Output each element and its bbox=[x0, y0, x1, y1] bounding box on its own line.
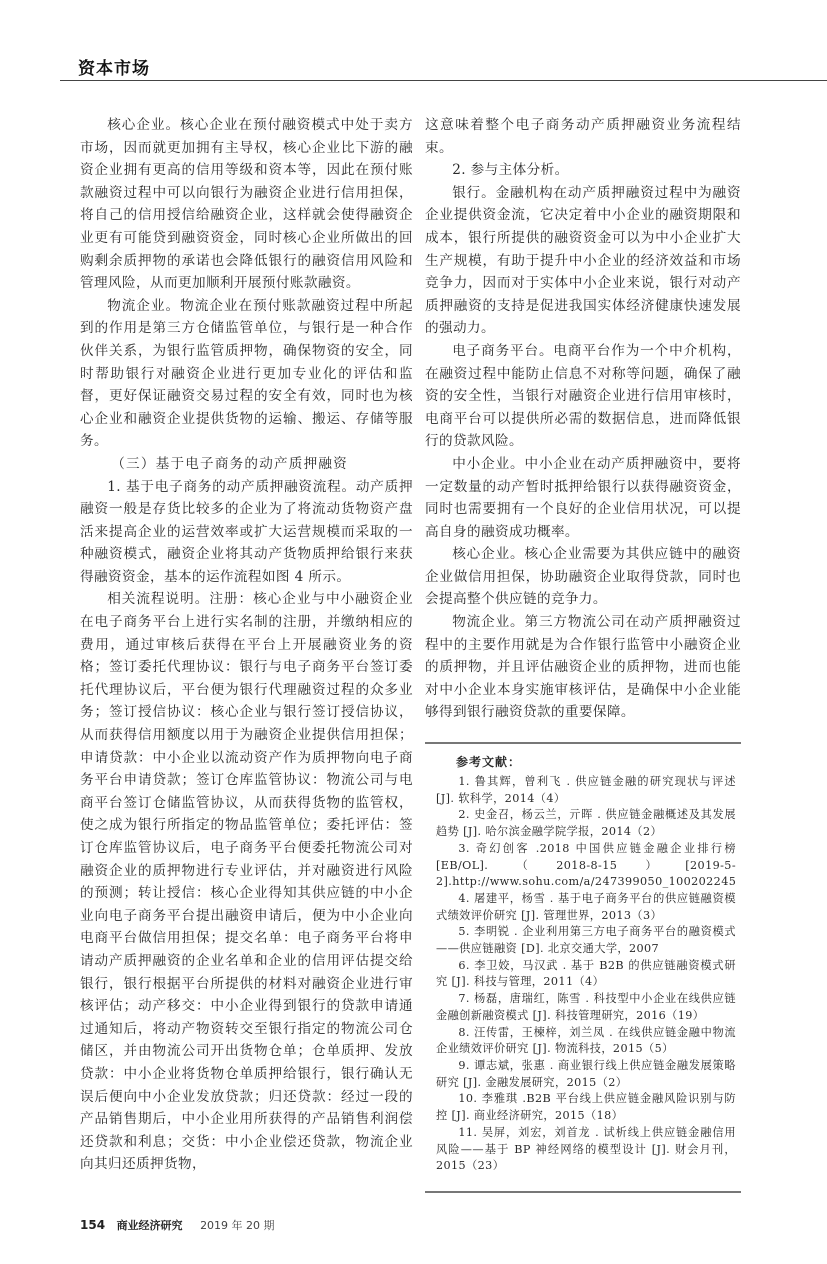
reference-item: 8. 汪传雷，王楝梓，刘兰凤 . 在线供应链金融中物流企业绩效评价研究 [J]. 物流科技，2015（5） bbox=[436, 1025, 736, 1056]
references-bottom-divider bbox=[425, 1191, 741, 1193]
reference-item: 11. 吴屏，刘宏，刘首龙 . 试析线上供应链金融信用风险——基于 BP 神经网络的模型设计 [J]. 财会月刊，2015（23） bbox=[436, 1125, 736, 1173]
header-divider bbox=[60, 80, 827, 81]
reference-item: 9. 谭志斌，张惠 . 商业银行线上供应链金融发展策略研究 [J]. 金融发展研究，2015（2） bbox=[436, 1058, 736, 1089]
paragraph-process: 1. 基于电子商务的动产质押融资流程。动产质押融资一般是存货比较多的企业为了将流动货物资产盘活来提高企业的运营效率或扩大运营规模而采取的一种融资模式，融资企业将其动产货物质押给银行来获得融资资金，基本的运作流程如图 4 所示。 bbox=[80, 478, 413, 585]
left-column bbox=[80, 114, 413, 1176]
reference-item: 3. 奇幻创客 .2018 中国供应链金融企业排行榜 [EB/OL].（2018-8-15）[2019-5-2].http://www.sohu.com/a/247399050_100202245 bbox=[436, 841, 737, 889]
paragraph-process-description: 相关流程说明。注册：核心企业与中小融资企业在电子商务平台上进行实名制的注册，并缴纳相应的费用，通过审核后获得在平台上开展融资业务的资格；签订委托代理协议：银行与电子商务平台签订委托代理协议后，平台便为银行代理融资过程的众多业务；签订授信协议：核心企业与银行签订授信协议，从而获得信用额度以用于为融资企业提供信用担保；申请贷款：中小企业以流动资产作为质押物向电子商务平台申请贷款；签订仓库监管协议：物流公司与电商平台签订仓储监管协议，从而获得货物的监管权，使之成为银行所指定的物品监管单位；委托评估：签订仓库监管协议后，电子商务平台便委托物流公司对融资企业的质押物进行专业评估，并对融资进行风险的预测；转让授信：核心企业得知其供应链的中小企业向电子商务平台提出融资申请后，便为中小企业向电商平台做信用担保；提交名单：电子商务平台将申请动产质押融资的企业名单和企业的信用评估提交给银行，银行根据平台所提供的材料对融资企业进行审核评估；动产移交：中小企业得到银行的贷款申请通过通知后，将动产物资转交至银行指定的物流公司仓储区，并由物流公司开出货物仓单；仓单质押、发放贷款：中小企业将货物仓单质押给银行，银行确认无误后便向中小企业发放贷款；归还贷款：经过一段的产品销售期后，中小企业用所获得的产品销售利润偿还贷款和利息；交货：中小企业偿还贷款，物流企业向其归还质押货物， bbox=[80, 591, 413, 1173]
section-title: 资本市场 bbox=[78, 59, 150, 79]
reference-item: 1. 鲁其辉，曾利飞 . 供应链金融的研究现状与评述 [J]. 软科学，2014（4） bbox=[436, 775, 736, 805]
reference-item: 5. 李明锐 . 企业利用第三方电子商务平台的融资模式——供应链融资 [D]. 北京交通大学，2007 bbox=[436, 925, 736, 956]
paragraph-core-enterprise-2: 核心企业。核心企业需要为其供应链中的融资企业做信用担保，协助融资企业取得贷款，同时也会提高整个供应链的竞争力。 bbox=[425, 546, 741, 608]
subheading: （三）基于电子商务的动产质押融资 bbox=[111, 455, 348, 472]
paragraph-continuation: 这意味着整个电子商务动产质押融资业务流程结束。 bbox=[425, 117, 741, 156]
paragraph-ecommerce-platform: 电子商务平台。电商平台作为一个中介机构，在融资过程中能防止信息不对称等问题，确保了融资的安全性，当银行对融资企业进行信用审核时，电商平台可以提供所必需的数据信息，进而降低银行的贷款风险。 bbox=[425, 342, 741, 450]
journal-name: 商业经济研究 bbox=[116, 1218, 183, 1232]
reference-item: 6. 李卫姣，马汉武 . 基于 B2B 的供应链融资模式研究 [J]. 科技与管理，2011（4） bbox=[436, 958, 736, 989]
paragraph-sme: 中小企业。中小企业在动产质押融资中，要将一定数量的动产暂时抵押给银行以获得融资资金，同时也需要拥有一个良好的企业信用状况，可以提高自身的融资成功概率。 bbox=[425, 455, 741, 540]
paragraph-logistics-2: 物流企业。第三方物流公司在动产质押融资过程中的主要作用就是为合作银行监管中小融资企业的质押物，并且评估融资企业的质押物，进而也能对中小企业本身实施审核评估，是确保中小企业能够得到银行融资贷款的重要保障。 bbox=[425, 614, 741, 721]
paragraph-bank: 银行。金融机构在动产质押融资过程中为融资企业提供资金流，它决定着中小企业的融资期限和成本，银行所提供的融资资金可以为中小企业扩大生产规模，有助于提升中小企业的经济效益和市场竞争力，因而对于实体中小企业来说，银行对动产质押融资的支持是促进我国实体经济健康快速发展的强动力。 bbox=[425, 184, 741, 337]
columns bbox=[0, 114, 827, 1193]
issue-label: 2019 年 20 期 bbox=[200, 1218, 275, 1232]
references-top-divider bbox=[425, 742, 741, 744]
right-column-wrapper bbox=[425, 114, 741, 1193]
references bbox=[436, 754, 736, 1175]
page-footer bbox=[80, 1217, 827, 1234]
paragraph-logistics-enterprise: 物流企业。物流企业在预付账款融资过程中所起到的作用是第三方仓储监管单位，与银行是一种合作伙伴关系，为银行监管质押物，确保物资的安全，同时帮助银行对融资企业进行更加专业化的评估和监督，更好保证融资交易过程的安全有效，同时也为核心企业和融资企业提供货物的运输、搬运、存储等服务。 bbox=[80, 297, 413, 450]
subheading-participants: 2. 参与主体分析。 bbox=[452, 162, 569, 179]
paragraph-core-enterprise: 核心企业。核心企业在预付融资模式中处于卖方市场，因而就更加拥有主导权，核心企业比下游的融资企业拥有更高的信用等级和资本等，因此在预付账款融资过程中可以向银行为融资企业进行信用担保，将自己的信用授信给融资企业，这样就会使得融资企业更有可能贷到融资资金，同时核心企业所做出的回购剩余质押物的承诺也会降低银行的融资信用风险和管理风险，从而更加顺利开展预付账款融资。 bbox=[80, 117, 413, 292]
page-number: 154 bbox=[80, 1217, 106, 1232]
reference-item: 4. 屠建平，杨雪 . 基于电子商务平台的供应链融资模式绩效评价研究 [J]. 管理世界，2013（3） bbox=[436, 891, 736, 922]
reference-item: 2. 史金召，杨云兰，亓晖 . 供应链金融概述及其发展趋势 [J]. 哈尔滨金融学院学报，2014（2） bbox=[436, 808, 736, 839]
reference-item: 10. 李雅琪 .B2B 平台线上供应链金融风险识别与防控 [J]. 商业经济研究，2015（18） bbox=[436, 1092, 736, 1123]
references-title: 参考文献： bbox=[456, 755, 522, 770]
right-column bbox=[425, 114, 741, 724]
reference-item: 7. 杨磊，唐瑞红，陈雪 . 科技型中小企业在线供应链金融创新融资模式 [J]. 科技管理研究，2016（19） bbox=[436, 992, 736, 1022]
